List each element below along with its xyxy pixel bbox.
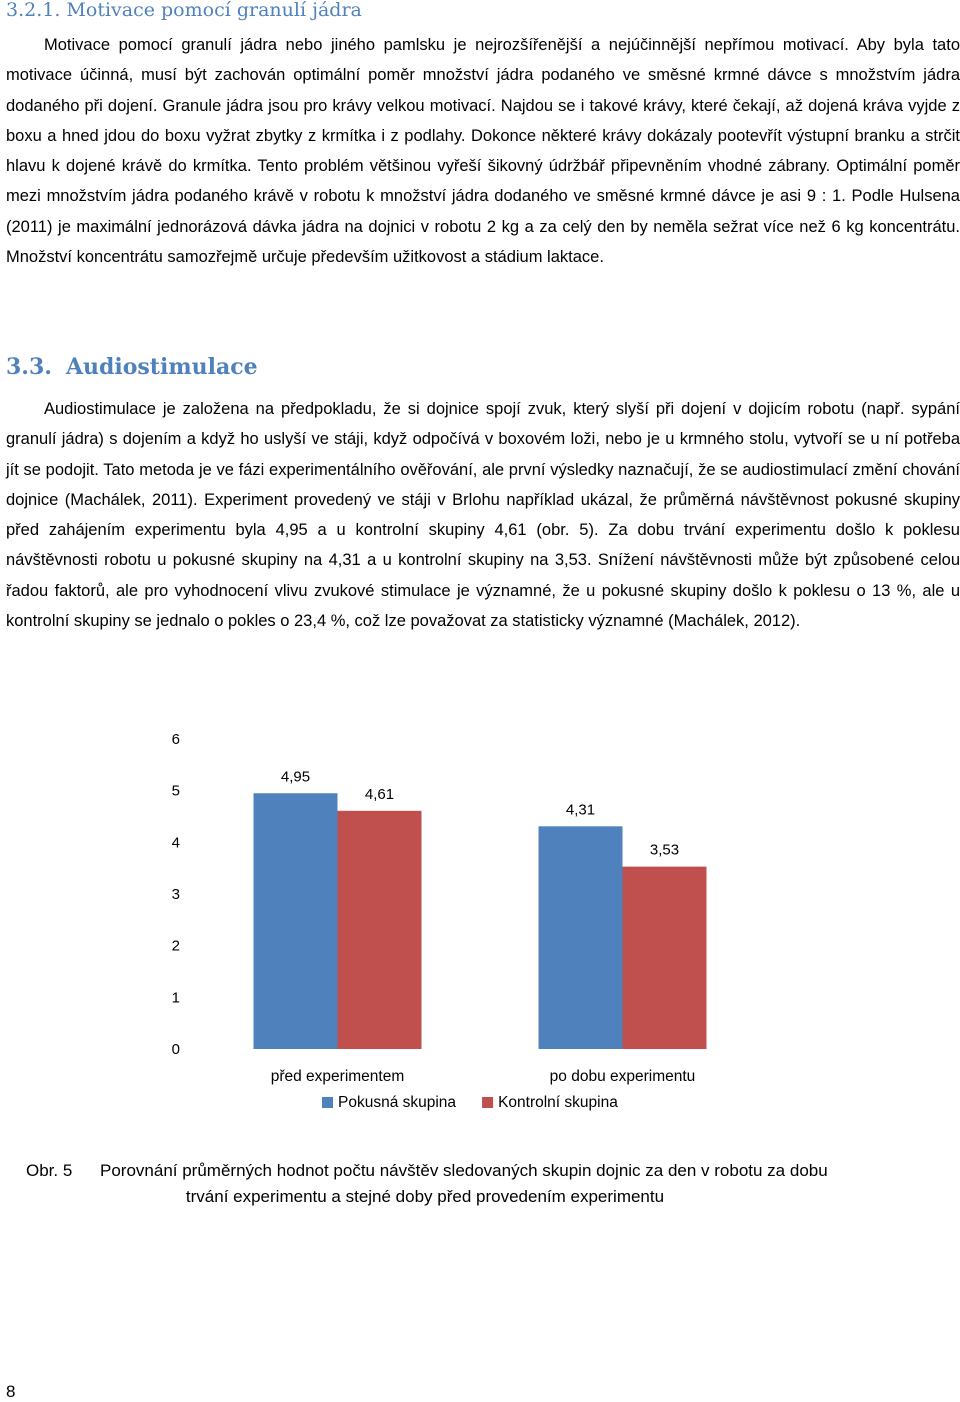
legend-swatch (482, 1097, 493, 1108)
y-tick-label: 2 (171, 937, 180, 955)
bar (623, 867, 707, 1049)
data-label: 4,95 (280, 768, 311, 786)
page-number: 8 (6, 1382, 16, 1401)
bar (338, 811, 422, 1049)
x-category-label: před experimentem (270, 1068, 405, 1085)
legend-label: Pokusná skupina (338, 1094, 457, 1111)
legend-swatch (322, 1097, 333, 1108)
y-tick-label: 6 (171, 731, 180, 748)
bar (254, 793, 338, 1049)
y-tick-label: 0 (171, 1041, 180, 1058)
paragraph-audiostimulation (6, 394, 960, 636)
paragraph-granules (6, 30, 960, 272)
data-label: 3,53 (649, 841, 680, 859)
figure-caption-line2: trvání experimentu a stejné doby před provedením experimentu (185, 1187, 665, 1206)
y-tick-label: 5 (171, 782, 180, 800)
section-heading (6, 352, 258, 382)
y-tick-label: 3 (171, 886, 180, 903)
y-tick-label: 1 (171, 989, 180, 1007)
subsection-heading: 3.2.1. Motivace pomocí granulí jádra (6, 0, 362, 21)
bar-chart (150, 725, 790, 1135)
figure-caption-label: Obr. 5 (26, 1161, 73, 1180)
paragraph-granules-text: Motivace pomocí granulí jádra nebo jiného pamlsku je nejrozšířenější a nejúčinnější nepřímou motivací. Aby byla tato motivace účinná, musí být zachován optimální poměr množství jádra podaného ve směsné krmné dávce s množstvím jádra dodaného při dojení. Granule jádra jsou pro krávy velkou motivací. Najdou se i takové krávy, které čekají, až dojená kráva vyjde z boxu a hned jdou do boxu vyžrat zbytky z krmítka i z podlahy. Dokonce některé krávy dokázaly pootevřít výstupní branku a strčit hlavu k dojené krávě do krmítka. Tento problém většinou vyřeší šikovný údržbář připevněním vhodné zábrany. Optimální poměr mezi množstvím jádra podaného krávě v robotu k množství jádra dodaného ve směsné krmné dávce je asi 9 : 1. Podle Hulsena (2011) je maximální jednorázová dávka jádra na dojnici v robotu 2 kg a za celý den by neměla sežrat více než 6 kg koncentrátu. Množství koncentrátu samozřejmě určuje především užitkovost a stádium laktace. (6, 36, 960, 267)
y-tick-label: 4 (171, 834, 180, 852)
figure-caption (20, 1158, 950, 1210)
section-title: Audiostimulace (65, 354, 258, 380)
x-category-label: po dobu experimentu (549, 1068, 696, 1085)
figure-caption-line1: Porovnání průměrných hodnot počtu návštěv sledovaných skupin dojnic za den v robotu za dobu (100, 1161, 828, 1180)
section-number: 3.3. (6, 354, 52, 380)
data-label: 4,61 (364, 785, 395, 803)
bar (539, 826, 623, 1049)
paragraph-audiostimulation-text: Audiostimulace je založena na předpokladu, že si dojnice spojí zvuk, který slyší při dojení v dojicím robotu (např. sypání granulí jádra) s dojením a když ho uslyší ve stáji, když odpočívá v boxovém loži, nebo je u krmného stolu, vytvoří se u ní potřeba jít se podojit. Tato metoda je ve fázi experimentálního ověřování, ale první výsledky naznačují, že se audiostimulací změní chování dojnice (Machálek, 2011). Experiment provedený ve stáji v Brlohu například ukázal, že průměrná návštěvnost pokusné skupiny před zahájením experimentu byla 4,95 a u kontrolní skupiny 4,61 (obr. 5). Za dobu trvání experimentu došlo k poklesu návštěvnosti robotu u pokusné skupiny na 4,31 a u kontrolní skupiny na 3,53. Snížení návštěvnosti může být způsobené celou řadou faktorů, ale pro vyhodnocení vlivu zvukové stimulace je významné, že u pokusné skupiny došlo k poklesu o 13 %, ale u kontrolní skupiny se jednalo o pokles o 23,4 %, což lze považovat za statisticky významné (Machálek, 2012). (6, 400, 960, 631)
data-label: 4,31 (565, 801, 596, 819)
legend-label: Kontrolní skupina (498, 1094, 618, 1111)
